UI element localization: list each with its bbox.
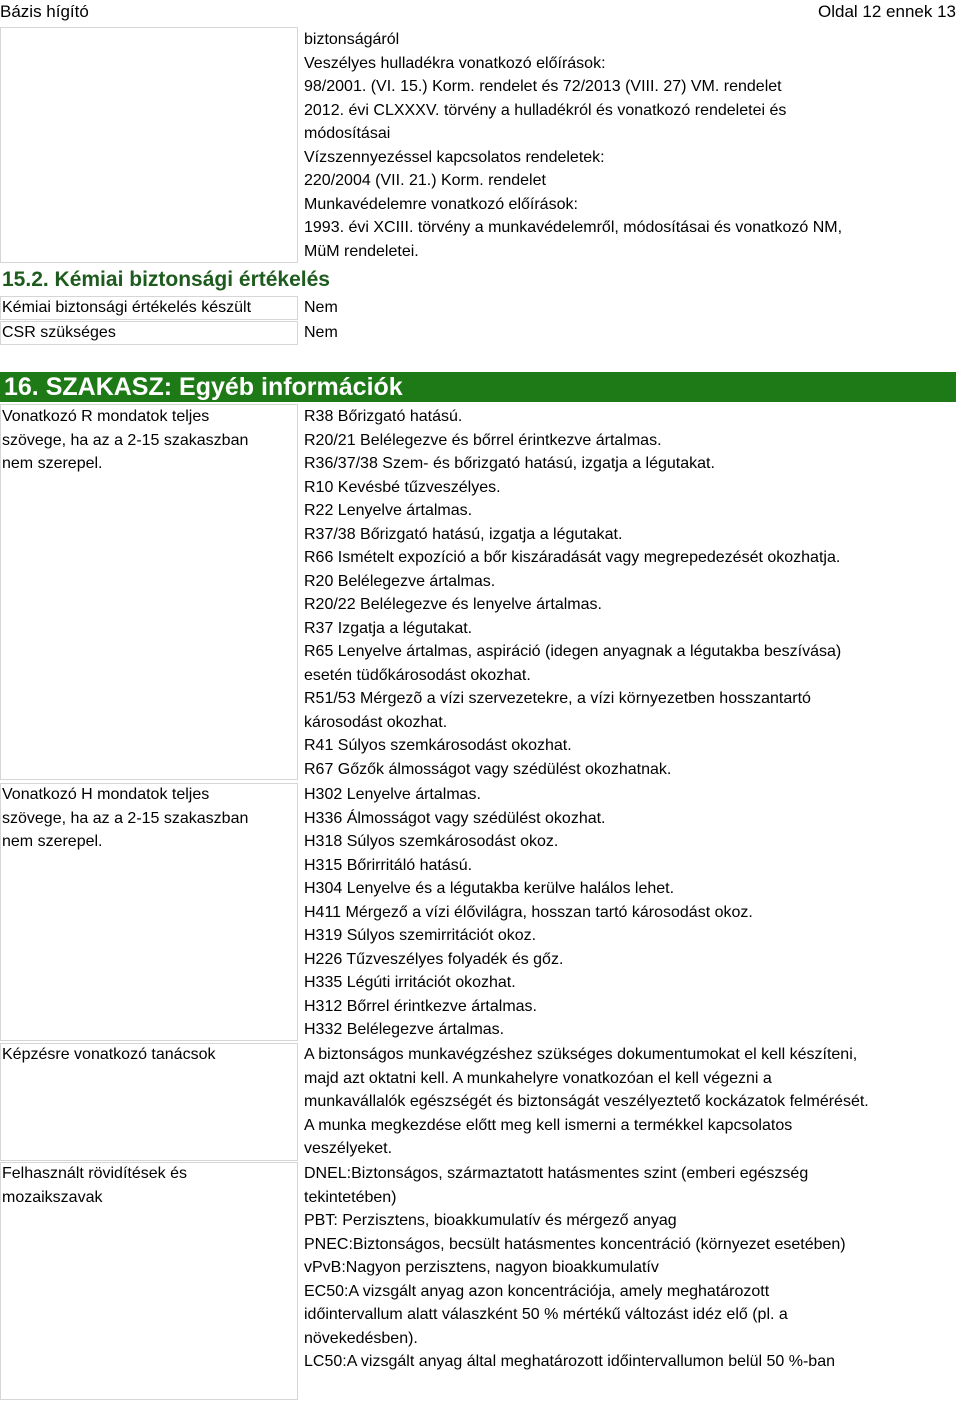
- page-header: [0, 0, 960, 24]
- h-phrase: H336 Álmosságot vagy szédülést okozhat.: [304, 809, 606, 827]
- top-left-box: [0, 27, 298, 263]
- h-phrase: H304 Lenyelve és a légutakba kerülve halálos lehet.: [304, 880, 675, 897]
- section-15-2-title: 15.2. Kémiai biztonsági értékelés: [2, 268, 330, 291]
- r-phrase: R20/21 Belélegezve és bőrrel érintkezve ártalmas.: [304, 431, 662, 449]
- csr-label: CSR szükséges: [2, 324, 116, 341]
- text-line: 1993. évi XCIII. törvény a munkavédelemről, módosításai és vonatkozó NM,: [304, 219, 843, 236]
- text-line: veszélyeket.: [304, 1140, 393, 1157]
- r-phrase: R66 Ismételt expozíció a bőr kiszáradását vagy megrepedezését okozhatja.: [304, 549, 841, 566]
- r-phrase: R10 Kevésbé tűzveszélyes.: [304, 478, 501, 496]
- text-line: PBT: Perzisztens, bioakkumulatív és mérgező anyag: [304, 1212, 677, 1229]
- section-16-header: [0, 372, 956, 402]
- csa-label: Kémiai biztonsági értékelés készült: [2, 299, 252, 316]
- r-phrase: R37/38 Bőrizgató hatású, izgatja a légutakat.: [304, 525, 623, 543]
- label-line: szövege, ha az a 2-15 szakaszban: [2, 431, 249, 449]
- text-line: A biztonságos munkavégzéshez szükséges dokumentumokat el kell készíteni,: [304, 1046, 858, 1063]
- label-line: mozaikszavak: [2, 1188, 103, 1206]
- h-phrase: H411 Mérgező a vízi élővilágra, hosszan tartó károsodást okoz.: [304, 903, 753, 921]
- label-line: Képzésre vonatkozó tanácsok: [2, 1046, 216, 1063]
- text-line: A munka megkezdése előtt meg kell ismerni a termékkel kapcsolatos: [304, 1116, 793, 1134]
- text-line: időintervallum alatt válaszként 50 % mértékű változást idéz elő (pl. a: [304, 1306, 788, 1323]
- section-16-title: 16. SZAKASZ: Egyéb információk: [4, 373, 403, 401]
- h-phrase: H332 Belélegezve ártalmas.: [304, 1021, 505, 1038]
- label-line: szövege, ha az a 2-15 szakaszban: [2, 809, 249, 827]
- training-text: [304, 1043, 869, 1161]
- r-phrase: R37 Izgatja a légutakat.: [304, 619, 473, 637]
- training-label: [2, 1043, 215, 1067]
- label-line: nem szerepel.: [2, 833, 103, 850]
- text-line: munkavállalók egészségét és biztonságát veszélyeztető kockázatok felmérését.: [304, 1093, 869, 1110]
- text-line: EC50:A vizsgált anyag azon koncentrációja, amely meghatározott: [304, 1282, 770, 1300]
- text-line: vPvB:Nagyon perzisztens, nagyon bioakkumulatív: [304, 1259, 659, 1276]
- document-title: Bázis hígító: [0, 2, 89, 21]
- text-line: 98/2001. (VI. 15.) Korm. rendelet és 72/2013 (VIII. 27) VM. rendelet: [304, 78, 782, 95]
- text-line: módosításai: [304, 125, 391, 142]
- h-phrase: H318 Súlyos szemkárosodást okoz.: [304, 833, 559, 850]
- r-phrases-label: [2, 405, 248, 476]
- h-phrases-label: [2, 783, 248, 854]
- r-phrase: R51/53 Mérgezõ a vízi szervezetekre, a vízi környezetben hosszantartó: [304, 690, 811, 707]
- h-phrase: H312 Bőrrel érintkezve ártalmas.: [304, 997, 537, 1015]
- h-phrase: H226 Tűzveszélyes folyadék és gőz.: [304, 950, 564, 968]
- r-phrase: R36/37/38 Szem- és bőrizgató hatású, izgatja a légutakat.: [304, 455, 715, 472]
- text-line: LC50:A vizsgált anyag által meghatározott időintervallumon belül 50 %-ban: [304, 1353, 835, 1370]
- csr-value: Nem: [304, 324, 338, 341]
- text-line: 2012. évi CLXXXV. törvény a hulladékról és vonatkozó rendeletei és: [304, 101, 787, 119]
- r-phrase: R20 Belélegezve ártalmas.: [304, 572, 496, 590]
- h-phrase: H319 Súlyos szemirritációt okoz.: [304, 927, 537, 944]
- h-phrase: H315 Bőrirritáló hatású.: [304, 856, 473, 874]
- csa-value: Nem: [304, 299, 338, 316]
- text-line: Veszélyes hulladékra vonatkozó előírások:: [304, 54, 606, 72]
- text-line: Munkavédelemre vonatkozó előírások:: [304, 195, 578, 213]
- text-line: majd azt oktatni kell. A munkahelyre vonatkozóan el kell végezni a: [304, 1069, 772, 1087]
- h-phrases-list: [304, 783, 753, 1042]
- text-line: DNEL:Biztonságos, származtatott hatásmentes szint (emberi egészség: [304, 1165, 809, 1182]
- page-number: Oldal 12 ennek 13: [818, 2, 956, 21]
- r-phrase: R22 Lenyelve ártalmas.: [304, 502, 473, 519]
- r-phrase: R41 Súlyos szemkárosodást okozhat.: [304, 737, 572, 754]
- r-phrase: R20/22 Belélegezve és lenyelve ártalmas.: [304, 596, 602, 613]
- text-line: MüM rendeletei.: [304, 242, 419, 260]
- r-phrases-list: [304, 405, 841, 781]
- label-line: nem szerepel.: [2, 455, 103, 472]
- regulations-text: [304, 28, 842, 263]
- text-line: növekedésben).: [304, 1329, 418, 1347]
- h-phrase: H302 Lenyelve ártalmas.: [304, 786, 481, 803]
- text-line: Vízszennyezéssel kapcsolatos rendeletek:: [304, 148, 605, 166]
- text-line: tekintetében): [304, 1188, 397, 1206]
- text-line: PNEC:Biztonságos, becsült hatásmentes koncentráció (környezet esetében): [304, 1235, 846, 1253]
- label-line: Vonatkozó R mondatok teljes: [2, 408, 210, 425]
- r-phrase: R67 Gőzők álmosságot vagy szédülést okozhatnak.: [304, 760, 672, 778]
- abbr-label: [2, 1162, 187, 1209]
- text-line: 220/2004 (VII. 21.) Korm. rendelet: [304, 172, 546, 189]
- h-phrase: H335 Légúti irritációt okozhat.: [304, 974, 516, 991]
- abbr-text: [304, 1162, 846, 1374]
- label-line: Vonatkozó H mondatok teljes: [2, 786, 210, 803]
- r-phrase: R65 Lenyelve ártalmas, aspiráció (idegen anyagnak a légutakba beszívása): [304, 643, 842, 660]
- r-phrase: károsodást okozhat.: [304, 713, 448, 731]
- r-phrase: esetén tüdőkárosodást okozhat.: [304, 666, 531, 684]
- r-phrase: R38 Bőrizgató hatású.: [304, 408, 463, 425]
- text-line: biztonságáról: [304, 31, 400, 48]
- label-line: Felhasznált rövidítések és: [2, 1165, 187, 1182]
